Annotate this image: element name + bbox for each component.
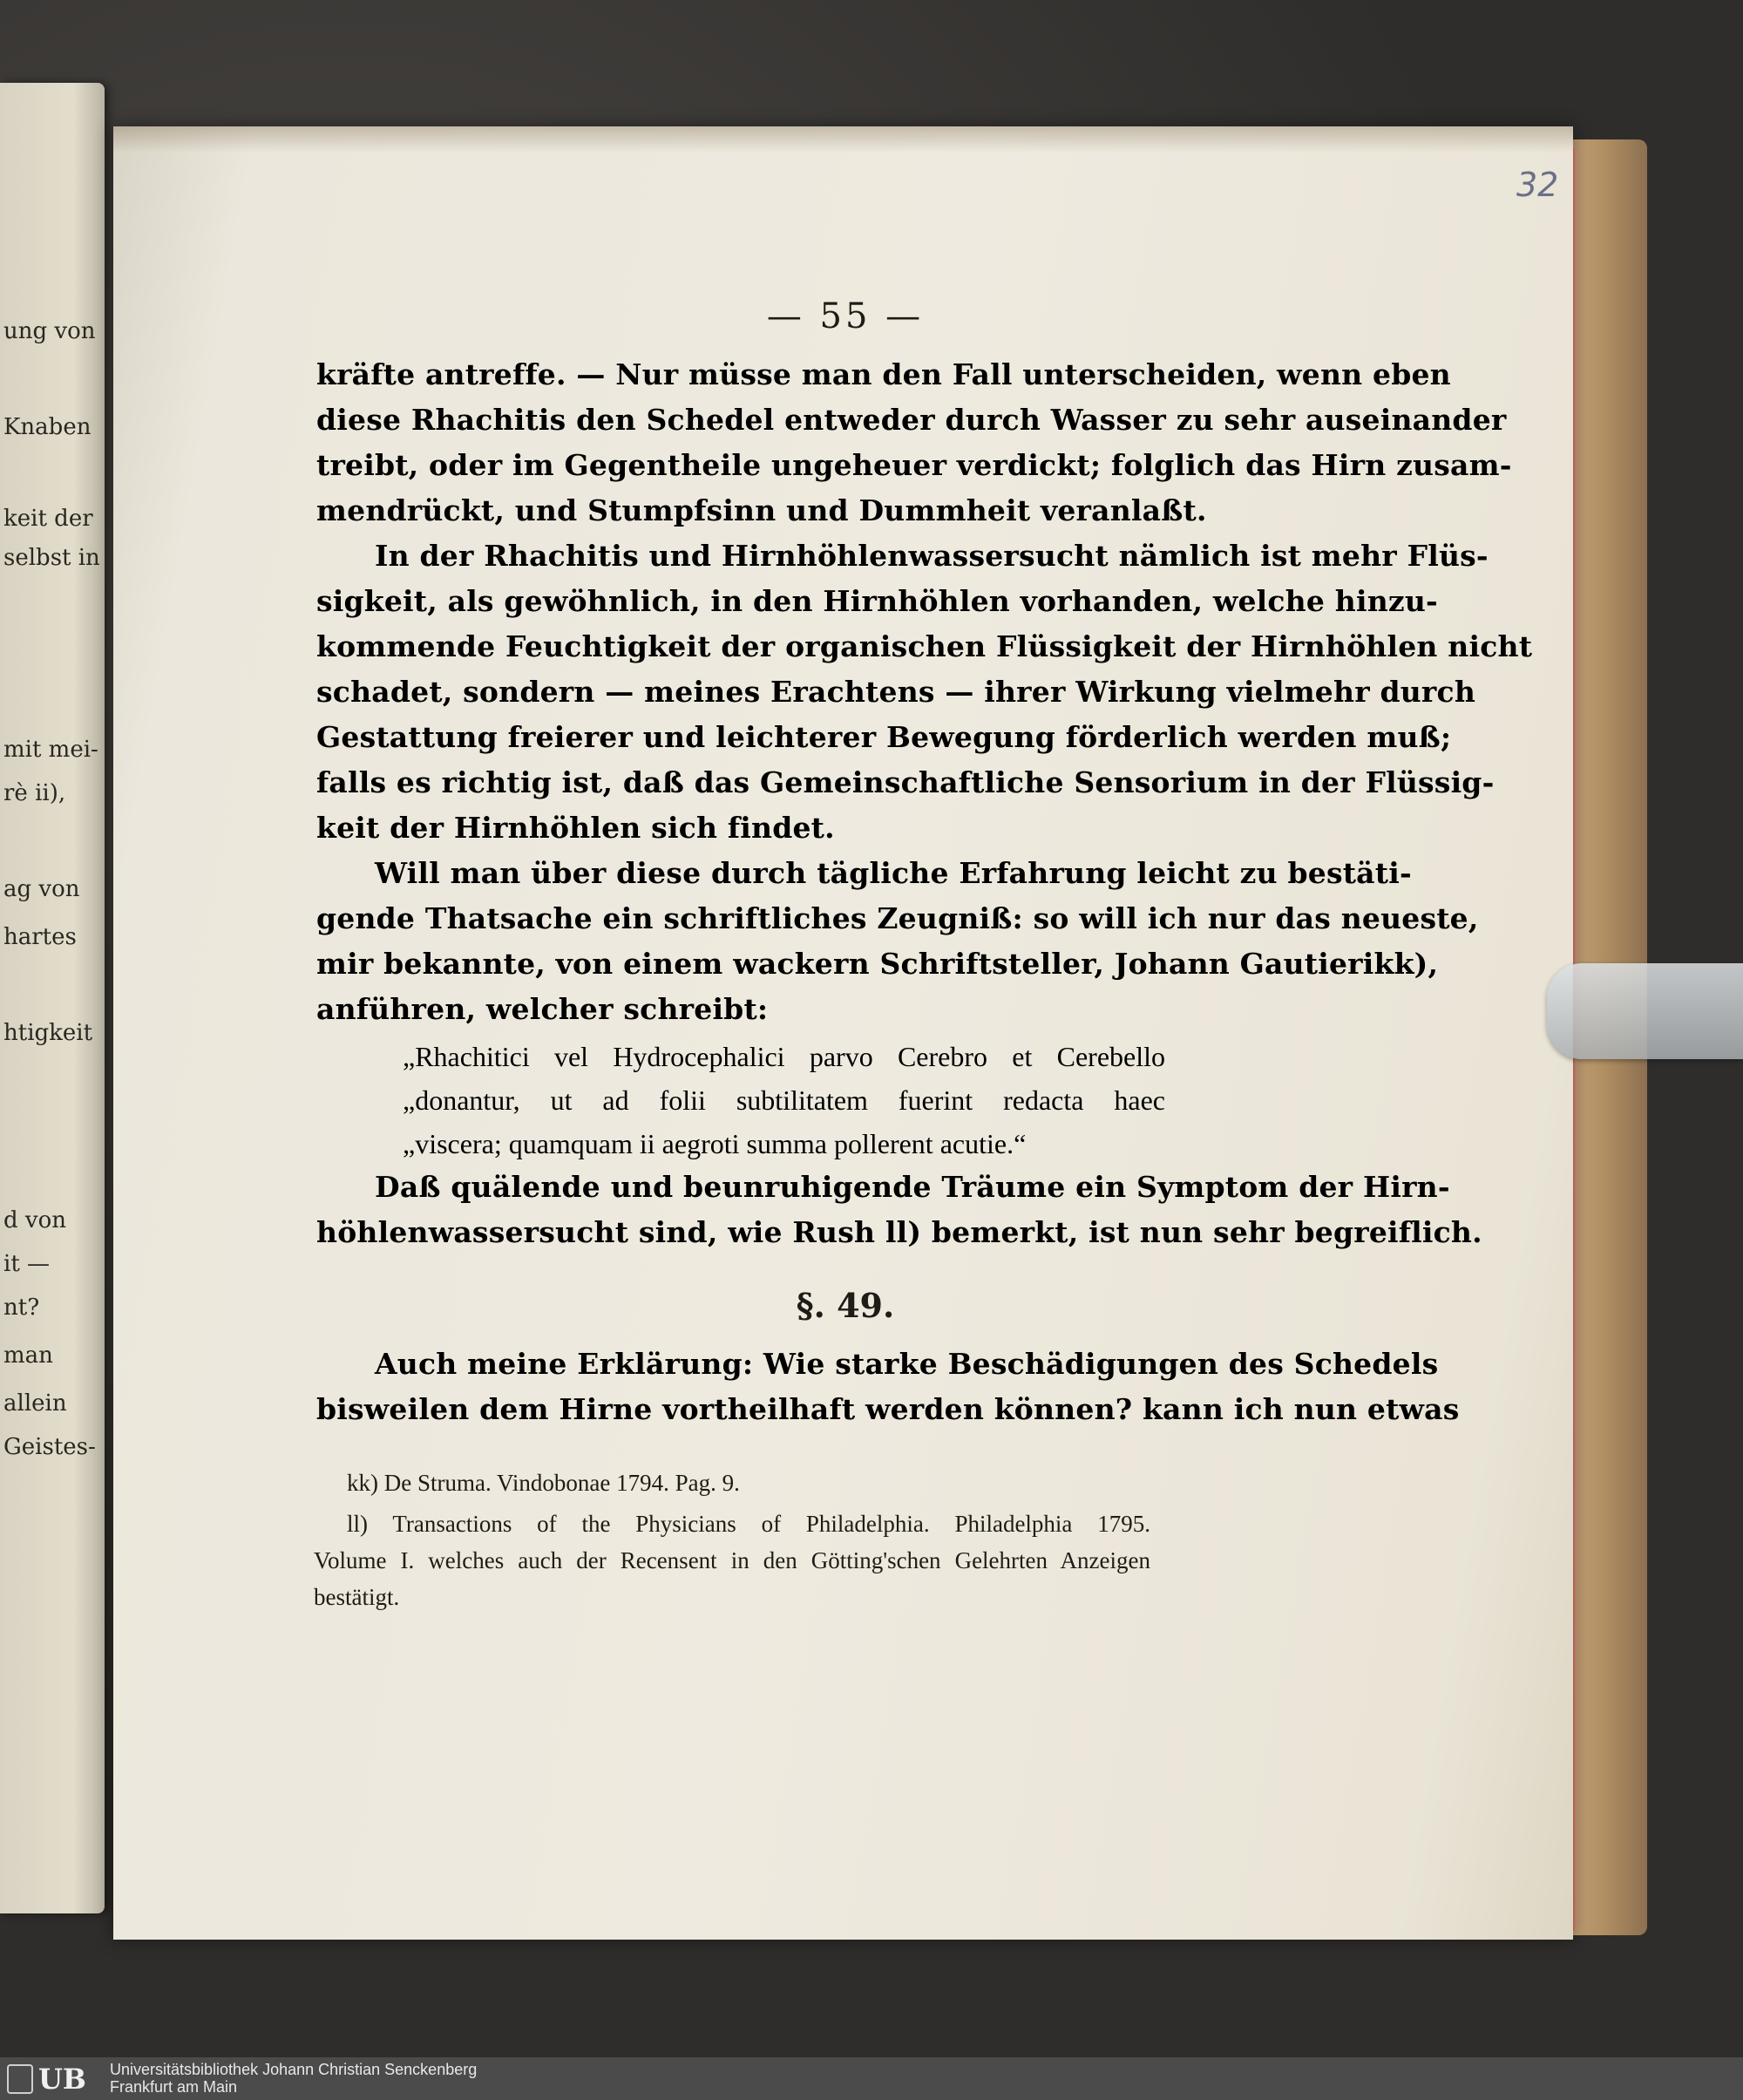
- text-line: sigkeit, als gewöhnlich, in den Hirnhöhlen vorhanden, welche hinzu-: [316, 584, 1438, 618]
- book-page: [113, 126, 1573, 1940]
- footnote: bestätigt.: [314, 1584, 400, 1610]
- footnote: Volume I. welches auch der Recensent in den Götting'schen Gelehrten Anzeigen: [314, 1547, 1150, 1573]
- logo-text: UB: [38, 2063, 86, 2096]
- page-top-shadow: [113, 126, 1573, 153]
- text-line: mir bekannte, von einem wackern Schriftsteller, Johann Gautierikk),: [316, 947, 1439, 981]
- library-logo-icon: [7, 2064, 33, 2094]
- text-line: In der Rhachitis und Hirnhöhlenwassersucht nämlich ist mehr Flüs-: [375, 539, 1489, 573]
- institution-line: Frankfurt am Main: [110, 2078, 238, 2096]
- previous-page-fragment: ag von: [3, 876, 80, 902]
- previous-page-fragment: rè ii),: [3, 780, 66, 806]
- previous-page-fragment: man: [3, 1342, 53, 1369]
- quote-line: „donantur, ut ad folii subtilitatem fuerint redacta haec: [403, 1084, 1165, 1116]
- previous-page-fragment: Geistes-: [3, 1434, 96, 1460]
- footnote: kk) De Struma. Vindobonae 1794. Pag. 9.: [347, 1470, 740, 1496]
- text-line: Gestattung freierer und leichterer Bewegung förderlich werden muß;: [316, 720, 1452, 754]
- quote-line: „viscera; quamquam ii aegroti summa pollerent acutie.“: [403, 1128, 1027, 1159]
- ub-logo: [7, 2061, 103, 2097]
- previous-page-fragment: d von: [3, 1207, 66, 1233]
- text-line: anführen, welcher schreibt:: [316, 992, 769, 1026]
- text-line: mendrückt, und Stumpfsinn und Dummheit veranlaßt.: [316, 493, 1207, 527]
- archive-folio-number: 32: [1516, 166, 1559, 204]
- previous-page-fragment: keit der: [3, 506, 93, 532]
- text-line: bisweilen dem Hirne vortheilhaft werden können? kann ich nun etwas: [316, 1392, 1460, 1426]
- previous-page-edge: [0, 83, 105, 1913]
- text-line: gende Thatsache ein schriftliches Zeugniß: so will ich nur das neueste,: [316, 901, 1479, 935]
- text-line: kommende Feuchtigkeit der organischen Flüssigkeit der Hirnhöhlen nicht: [316, 629, 1533, 663]
- text-line: Daß quälende und beunruhigende Träume ein Symptom der Hirn-: [375, 1170, 1450, 1204]
- institution-line: Universitätsbibliothek Johann Christian Senckenberg: [110, 2061, 478, 2078]
- text-line: falls es richtig ist, daß das Gemeinschaftliche Sensorium in der Flüssig-: [316, 765, 1495, 799]
- previous-page-fragment: it —: [3, 1251, 51, 1277]
- previous-page-fragment: selbst in: [3, 545, 100, 571]
- text-line: keit der Hirnhöhlen sich findet.: [316, 811, 835, 845]
- previous-page-fragment: hartes: [3, 924, 77, 950]
- text-line: Will man über diese durch tägliche Erfahrung leicht zu bestäti-: [375, 856, 1412, 890]
- section-heading: §. 49.: [796, 1286, 895, 1325]
- page-number: — 55 —: [766, 296, 925, 336]
- text-line: treibt, oder im Gegentheile ungeheuer verdickt; folglich das Hirn zusam-: [316, 448, 1512, 482]
- previous-page-fragment: allein: [3, 1390, 67, 1417]
- text-line: diese Rhachitis den Schedel entweder durch Wasser zu sehr auseinander: [316, 403, 1507, 437]
- text-line: schadet, sondern — meines Erachtens — ihrer Wirkung vielmehr durch: [316, 675, 1476, 709]
- text-line: kräfte antreffe. — Nur müsse man den Fall unterscheiden, wenn eben: [316, 357, 1451, 391]
- footnote: ll) Transactions of the Physicians of Philadelphia. Philadelphia 1795.: [347, 1511, 1150, 1537]
- previous-page-fragment: Knaben: [3, 414, 92, 440]
- previous-page-fragment: htigkeit: [3, 1020, 93, 1046]
- quote-line: „Rhachitici vel Hydrocephalici parvo Cerebro et Cerebello: [403, 1041, 1165, 1072]
- text-line: höhlenwassersucht sind, wie Rush ll) bemerkt, ist nun sehr begreiflich.: [316, 1215, 1482, 1249]
- institution-name: [110, 2061, 477, 2096]
- previous-page-fragment: nt?: [3, 1295, 40, 1321]
- bookmark-tab: [1547, 963, 1743, 1059]
- text-line: Auch meine Erklärung: Wie starke Beschädigungen des Schedels: [375, 1347, 1439, 1381]
- previous-page-fragment: mit mei-: [3, 737, 98, 763]
- previous-page-fragment: ung von: [3, 318, 96, 344]
